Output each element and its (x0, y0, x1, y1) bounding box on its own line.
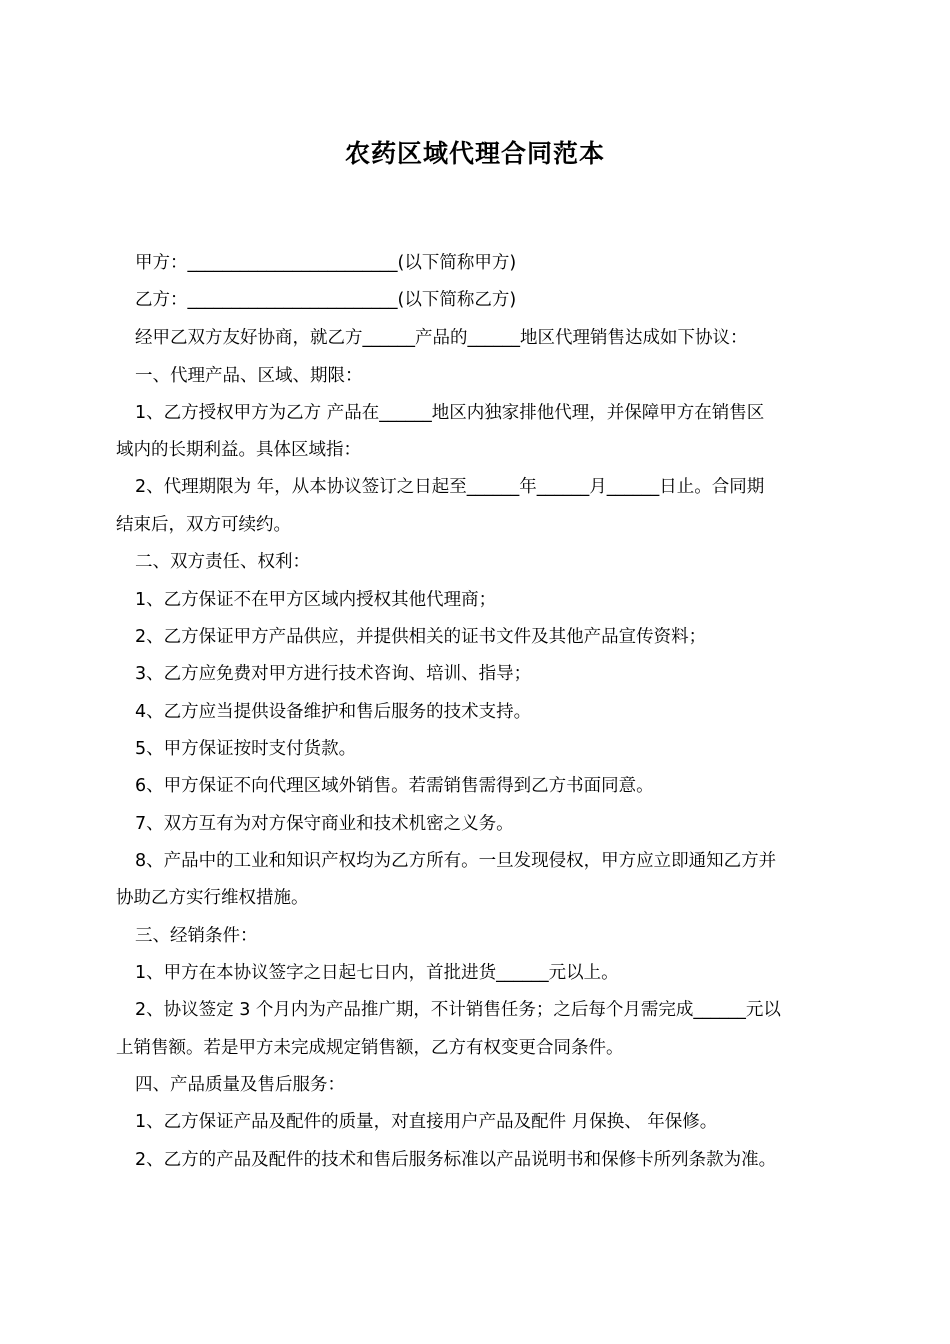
clause-continuation: 协助乙方实行维权措施。 (116, 888, 309, 908)
clause-line: 2、乙方的产品及配件的技术和售后服务标准以产品说明书和保修卡所列条款为准。 (135, 1150, 777, 1170)
clause-line: 3、乙方应免费对甲方进行技术咨询、培训、指导； (135, 664, 532, 684)
section-heading: 三、经销条件： (135, 926, 258, 946)
clause-line: 8、产品中的工业和知识产权均为乙方所有。一旦发现侵权，甲方应立即通知乙方并 (135, 851, 777, 871)
clause-line: 1、乙方保证不在甲方区域内授权其他代理商； (135, 590, 497, 610)
clause-continuation: 结束后，双方可续约。 (116, 515, 291, 535)
section-heading: 四、产品质量及售后服务： (135, 1075, 345, 1095)
preamble-line: 经甲乙双方友好协商，就乙方______产品的______地区代理销售达成如下协议： (135, 328, 748, 348)
clause-line: 5、甲方保证按时支付货款。 (135, 739, 357, 759)
clause-line: 1、乙方授权甲方为乙方 产品在______地区内独家排他代理，并保障甲方在销售区 (135, 403, 765, 423)
section-heading: 二、双方责任、权利： (135, 552, 310, 572)
party-a-line: 甲方：________________________(以下简称甲方) (135, 253, 517, 273)
document-title: 农药区域代理合同范本 (344, 139, 605, 168)
clause-line: 1、甲方在本协议签字之日起七日内，首批进货______元以上。 (135, 963, 619, 983)
clause-line: 2、协议签定 3 个月内为产品推广期，不计销售任务；之后每个月需完成______元以 (135, 1000, 781, 1020)
clause-line: 6、甲方保证不向代理区域外销售。若需销售需得到乙方书面同意。 (135, 776, 654, 796)
clause-line: 7、双方互有为对方保守商业和技术机密之义务。 (135, 814, 514, 834)
clause-line: 2、代理期限为 年，从本协议签订之日起至______年______月______日止。合同期 (135, 477, 765, 497)
section-heading: 一、代理产品、区域、期限： (135, 366, 363, 386)
clause-continuation: 上销售额。若是甲方未完成规定销售额，乙方有权变更合同条件。 (116, 1038, 624, 1058)
clause-line: 1、乙方保证产品及配件的质量，对直接用户产品及配件 月保换、 年保修。 (135, 1112, 718, 1132)
clause-line: 2、乙方保证甲方产品供应，并提供相关的证书文件及其他产品宣传资料； (135, 627, 707, 647)
party-b-line: 乙方：________________________(以下简称乙方) (135, 290, 517, 310)
clause-line: 4、乙方应当提供设备维护和售后服务的技术支持。 (135, 702, 532, 722)
clause-continuation: 域内的长期利益。具体区域指： (116, 440, 361, 460)
